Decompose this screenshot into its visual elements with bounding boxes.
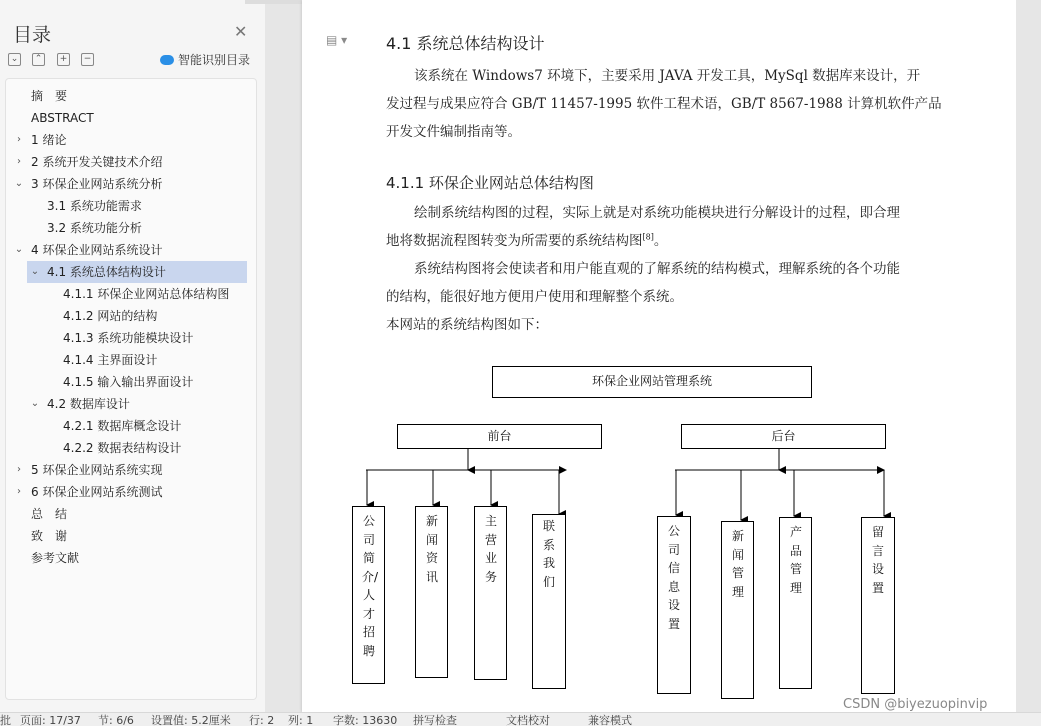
toc-item-label: 3 环保企业网站系统分析: [31, 177, 163, 191]
diagram-back-child-label: 留言设置: [871, 525, 884, 595]
diagram-front-child-label: 联系我们: [542, 519, 555, 589]
toc-item-label: 摘 要: [31, 89, 68, 103]
diagram-back-child-label: 产品管理: [789, 525, 802, 595]
status-spellcheck[interactable]: 拼写检查: [413, 714, 457, 726]
chevron-down-icon[interactable]: ⌄: [30, 266, 40, 277]
expand-up-icon[interactable]: ⌃: [32, 53, 45, 66]
toc-item-label: 总 结: [31, 507, 68, 521]
status-section: 节: 6/6: [98, 714, 134, 726]
toc-item-label: 参考文献: [31, 551, 80, 565]
status-col: 列: 1: [288, 714, 314, 726]
toc-item-label: 4.1.5 输入输出界面设计: [63, 375, 194, 389]
para1-line3: 开发文件编制指南等。: [386, 124, 521, 140]
toc-item-label: 3.1 系统功能需求: [47, 199, 142, 213]
diagram-front-child-label: 主营业务: [484, 514, 497, 584]
section-heading: 4.1 系统总体结构设计: [386, 34, 545, 53]
chevron-right-icon[interactable]: ›: [17, 464, 21, 475]
chevron-right-icon[interactable]: ›: [17, 486, 21, 497]
toc-item-label: 致 谢: [31, 529, 68, 543]
chevron-right-icon[interactable]: ›: [17, 156, 21, 167]
para4: 本网站的系统结构图如下：: [386, 317, 548, 333]
page-options-icon[interactable]: ▤ ▾: [326, 33, 348, 47]
diagram-back-child-label: 公司信息设置: [667, 524, 680, 631]
diagram-front-child-box: [474, 506, 507, 680]
para3-line1: 系统结构图将会使读者和用户能直观的了解系统的结构模式，理解系统的各个功能: [414, 261, 900, 277]
collapse-all-icon[interactable]: ⌄: [8, 53, 21, 66]
add-heading-icon[interactable]: +: [57, 53, 70, 66]
diagram-root-box: 环保企业网站管理系统: [492, 366, 812, 398]
diagram-back-child-box: [721, 521, 754, 699]
status-bar: [0, 712, 1041, 726]
status-lead: 批: [0, 714, 11, 726]
sidebar-title: 目录: [13, 24, 52, 46]
diagram-front-child-box: [352, 506, 385, 684]
toc-item-label: 4.1.3 系统功能模块设计: [63, 331, 194, 345]
diagram-front-child-label: 新闻资讯: [425, 514, 438, 584]
status-page[interactable]: 页面: 17/37: [20, 714, 81, 726]
watermark: CSDN @biyezuopinvip: [843, 697, 988, 712]
toc-item-label: 5 环保企业网站系统实现: [31, 463, 163, 477]
smart-toc-label: 智能识别目录: [178, 53, 251, 67]
diagram-front-child-box: [415, 506, 448, 678]
chevron-down-icon[interactable]: ⌄: [14, 244, 24, 255]
para2-line2: 地将数据流程图转变为所需要的系统结构图[8]。: [386, 232, 668, 249]
toc-item-label: 6 环保企业网站系统测试: [31, 485, 163, 499]
diagram-front-child-label: 公司简介/人才招聘: [362, 514, 379, 658]
subsection-heading: 4.1.1 环保企业网站总体结构图: [386, 174, 594, 192]
close-icon[interactable]: ✕: [234, 22, 248, 41]
status-compat-mode: 兼容模式: [588, 714, 632, 726]
toc-item-label: 4.1 系统总体结构设计: [47, 265, 166, 279]
chevron-down-icon[interactable]: ⌄: [30, 398, 40, 409]
toc-item-label: 4 环保企业网站系统设计: [31, 243, 163, 257]
toc-item-label: 1 绪论: [31, 133, 67, 147]
toc-item-label: 4.2.2 数据表结构设计: [63, 441, 182, 455]
para2-line1: 绘制系统结构图的过程，实际上就是对系统功能模块进行分解设计的过程，即合理: [414, 205, 900, 221]
para3-line2: 的结构，能很好地方便用户使用和理解整个系统。: [386, 289, 683, 305]
toc-item-label: 4.1.2 网站的结构: [63, 309, 158, 323]
para1-line2: 发过程与成果应符合 GB/T 11457-1995 软件工程术语，GB/T 8567-1988 计算机软件产品: [386, 96, 942, 112]
status-wordcount[interactable]: 字数: 13630: [333, 714, 398, 726]
toc-item-label: 4.2.1 数据库概念设计: [63, 419, 182, 433]
toc-item-label: 4.1.1 环保企业网站总体结构图: [63, 287, 230, 301]
status-row: 行: 2: [249, 714, 275, 726]
status-setting[interactable]: 设置值: 5.2厘米: [151, 714, 231, 726]
diagram-back-child-box: [861, 517, 895, 694]
diagram-back-box: 后台: [681, 424, 886, 449]
toc-item-label: 2 系统开发关键技术介绍: [31, 155, 163, 169]
diagram-front-child-box: [532, 514, 566, 689]
diagram-back-child-box: [657, 516, 691, 694]
status-proofread[interactable]: 文档校对: [506, 714, 550, 726]
toc-item-label: 4.2 数据库设计: [47, 397, 130, 411]
remove-heading-icon[interactable]: −: [81, 53, 94, 66]
chevron-down-icon[interactable]: ⌄: [14, 178, 24, 189]
diagram-back-child-box: [779, 517, 812, 689]
toc-item-label: 3.2 系统功能分析: [47, 221, 142, 235]
chevron-right-icon[interactable]: ›: [17, 134, 21, 145]
toc-item-label: 4.1.4 主界面设计: [63, 353, 158, 367]
diagram-back-child-label: 新闻管理: [731, 529, 744, 599]
toc-item-label: ABSTRACT: [31, 111, 94, 125]
citation-ref: [8]: [642, 232, 654, 242]
para1-line1: 该系统在 Windows7 环境下，主要采用 JAVA 开发工具，MySql 数据库来设计，开: [414, 68, 921, 84]
diagram-front-box: 前台: [397, 424, 602, 449]
